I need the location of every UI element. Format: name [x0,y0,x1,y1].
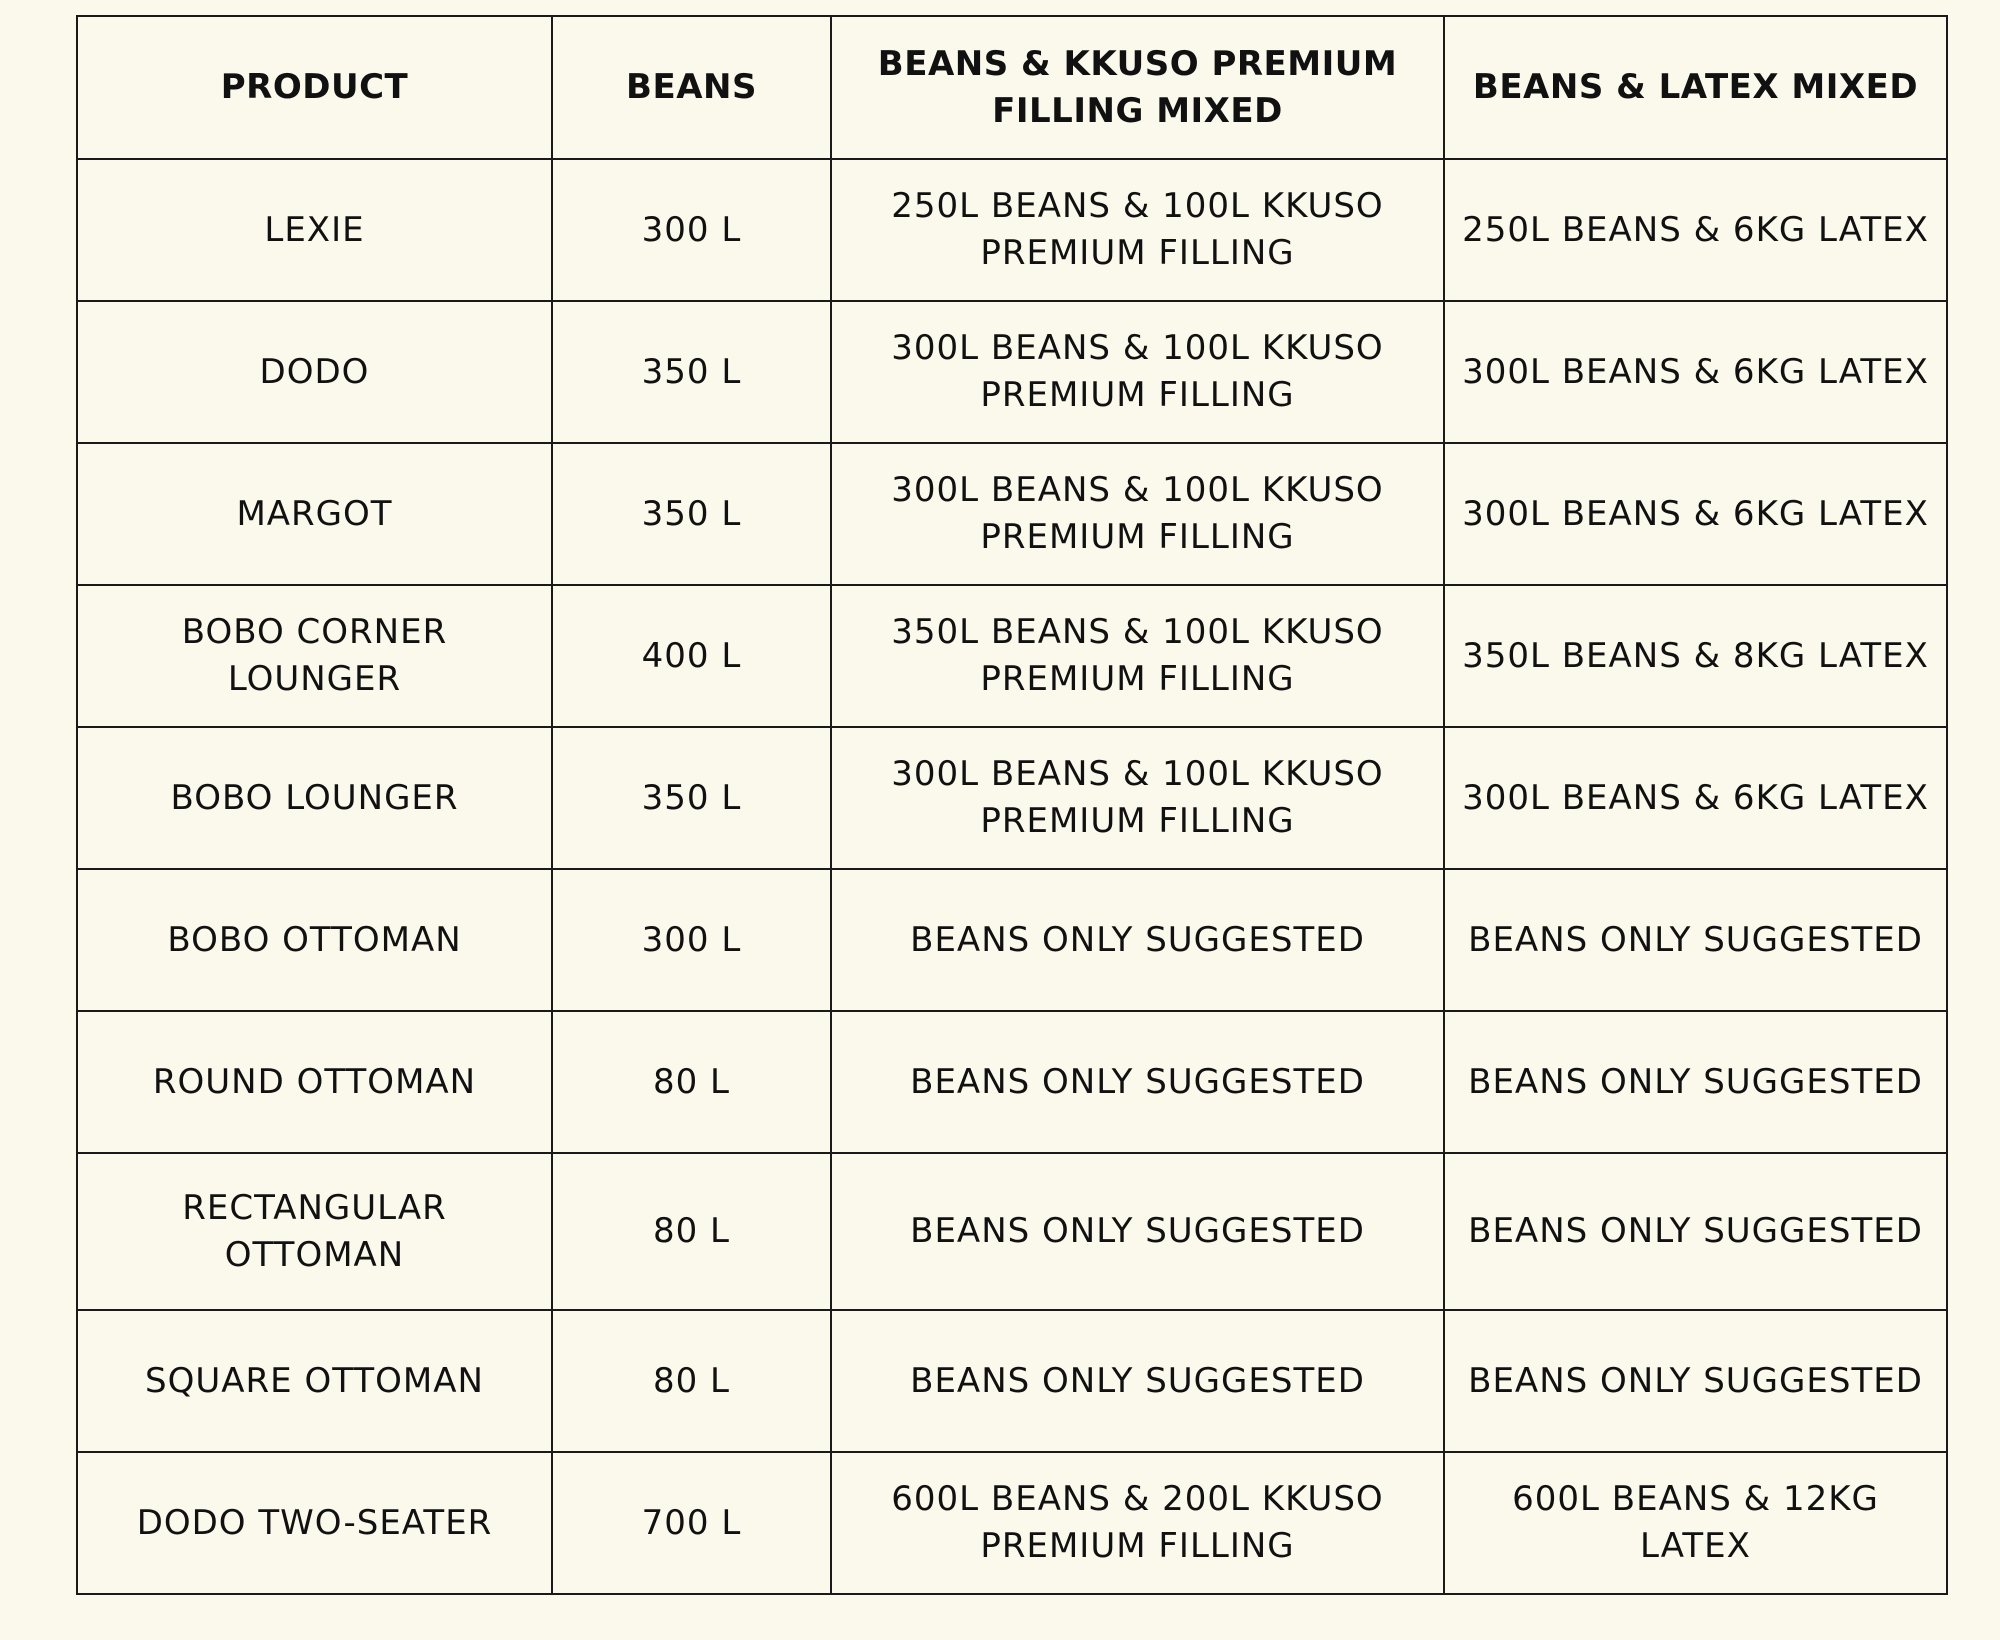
cell-kkuso-mix: 250L BEANS & 100L KKUSO PREMIUM FILLING [831,159,1444,301]
cell-beans: 350 L [552,727,831,869]
cell-kkuso-mix: BEANS ONLY SUGGESTED [831,869,1444,1011]
header-beans: BEANS [552,16,831,159]
cell-beans: 350 L [552,443,831,585]
cell-product: ROUND OTTOMAN [77,1011,552,1153]
table-row [77,869,1947,1011]
cell-latex-mix: 300L BEANS & 6KG LATEX [1444,727,1947,869]
table-row [77,443,1947,585]
cell-latex-mix: BEANS ONLY SUGGESTED [1444,869,1947,1011]
cell-latex-mix: 600L BEANS & 12KG LATEX [1444,1452,1947,1594]
cell-kkuso-mix: 300L BEANS & 100L KKUSO PREMIUM FILLING [831,727,1444,869]
cell-latex-mix: 250L BEANS & 6KG LATEX [1444,159,1947,301]
cell-kkuso-mix: BEANS ONLY SUGGESTED [831,1011,1444,1153]
cell-beans: 300 L [552,159,831,301]
cell-latex-mix: 300L BEANS & 6KG LATEX [1444,443,1947,585]
cell-latex-mix: BEANS ONLY SUGGESTED [1444,1153,1947,1310]
table-row [77,1153,1947,1310]
header-product: PRODUCT [77,16,552,159]
cell-beans: 350 L [552,301,831,443]
table-row [77,585,1947,727]
header-beans-latex-mixed: BEANS & LATEX MIXED [1444,16,1947,159]
cell-kkuso-mix: BEANS ONLY SUGGESTED [831,1310,1444,1452]
cell-kkuso-mix: 600L BEANS & 200L KKUSO PREMIUM FILLING [831,1452,1444,1594]
filling-comparison-table [76,15,1948,1595]
cell-product: BOBO LOUNGER [77,727,552,869]
table-row [77,727,1947,869]
cell-product: BOBO OTTOMAN [77,869,552,1011]
cell-product: BOBO CORNER LOUNGER [77,585,552,727]
cell-kkuso-mix: 300L BEANS & 100L KKUSO PREMIUM FILLING [831,301,1444,443]
cell-latex-mix: BEANS ONLY SUGGESTED [1444,1011,1947,1153]
cell-kkuso-mix: 300L BEANS & 100L KKUSO PREMIUM FILLING [831,443,1444,585]
table-row [77,1011,1947,1153]
cell-product: RECTANGULAR OTTOMAN [77,1153,552,1310]
header-beans-kkuso-mixed: BEANS & KKUSO PREMIUM FILLING MIXED [831,16,1444,159]
cell-latex-mix: 350L BEANS & 8KG LATEX [1444,585,1947,727]
cell-latex-mix: BEANS ONLY SUGGESTED [1444,1310,1947,1452]
cell-beans: 80 L [552,1153,831,1310]
cell-latex-mix: 300L BEANS & 6KG LATEX [1444,301,1947,443]
cell-product: LEXIE [77,159,552,301]
table-row [77,301,1947,443]
cell-product: DODO [77,301,552,443]
cell-beans: 400 L [552,585,831,727]
cell-product: SQUARE OTTOMAN [77,1310,552,1452]
cell-beans: 80 L [552,1011,831,1153]
table-row [77,1452,1947,1594]
table-row [77,159,1947,301]
cell-beans: 80 L [552,1310,831,1452]
cell-beans: 300 L [552,869,831,1011]
cell-product: DODO TWO-SEATER [77,1452,552,1594]
table-row [77,1310,1947,1452]
cell-beans: 700 L [552,1452,831,1594]
cell-product: MARGOT [77,443,552,585]
table-header-row [77,16,1947,159]
cell-kkuso-mix: BEANS ONLY SUGGESTED [831,1153,1444,1310]
cell-kkuso-mix: 350L BEANS & 100L KKUSO PREMIUM FILLING [831,585,1444,727]
